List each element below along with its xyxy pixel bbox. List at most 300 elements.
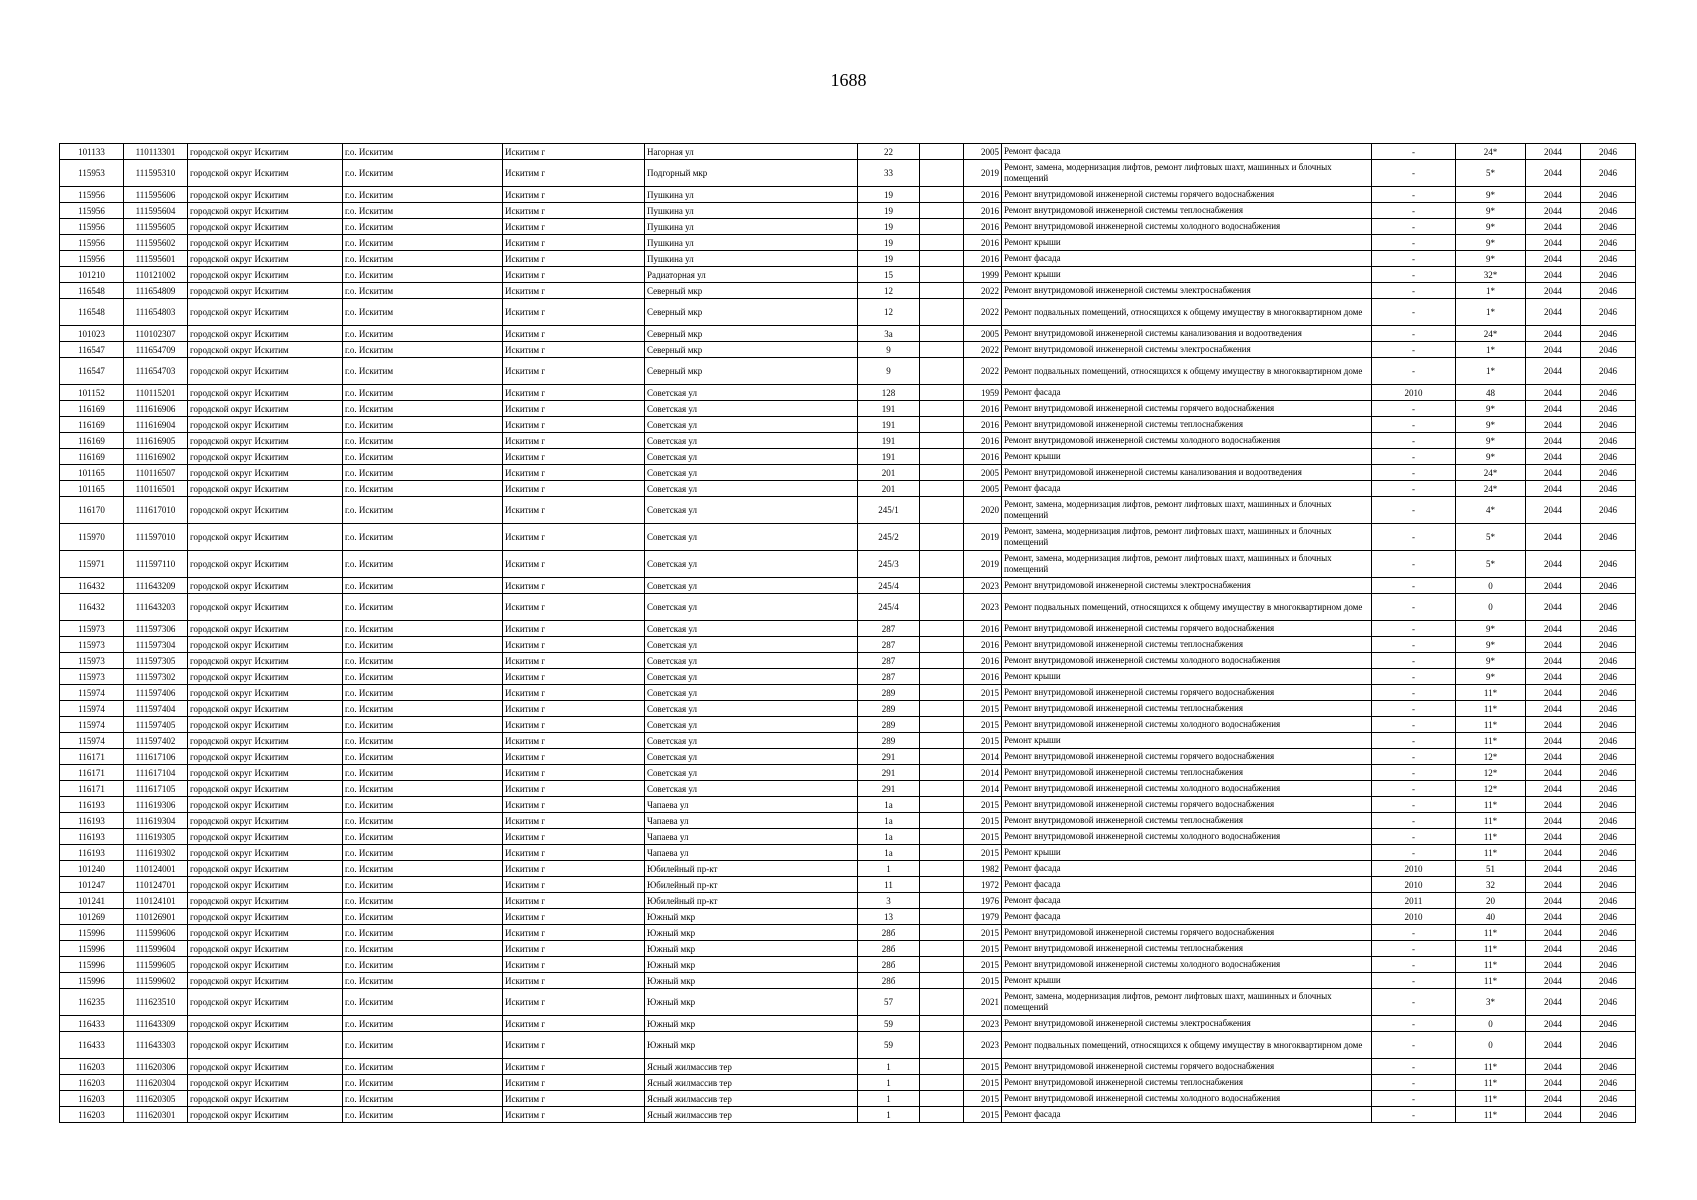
building-cell [920, 160, 964, 187]
plan-start-year-cell: 2044 [1526, 219, 1581, 235]
table-row [60, 551, 1636, 578]
house-id-cell: 116432 [60, 594, 124, 621]
plan-end-year-cell: 2046 [1581, 481, 1636, 497]
commission-year-cell: 2015 [964, 797, 1002, 813]
street-cell: Ясный жилмассив тер [645, 1107, 858, 1123]
work-type-cell: Ремонт внутридомовой инженерной системы горячего водоснабжения [1002, 1059, 1372, 1075]
municipality-cell: г.о. Искитим [343, 481, 503, 497]
wear-percent-cell: 1* [1456, 299, 1526, 326]
wear-percent-cell: 11* [1456, 1107, 1526, 1123]
street-cell: Советская ул [645, 701, 858, 717]
settlement-cell: Искитим г [503, 497, 645, 524]
commission-year-cell: 2015 [964, 1075, 1002, 1091]
settlement-cell: Искитим г [503, 433, 645, 449]
municipality-cell: г.о. Искитим [343, 845, 503, 861]
municipal-district-cell: городской округ Искитим [188, 957, 343, 973]
work-type-cell: Ремонт внутридомовой инженерной системы электроснабжения [1002, 283, 1372, 299]
commission-year-cell: 2016 [964, 235, 1002, 251]
municipality-cell: г.о. Искитим [343, 524, 503, 551]
house-id-cell: 116547 [60, 342, 124, 358]
table-row [60, 283, 1636, 299]
work-id-cell: 111620301 [124, 1107, 188, 1123]
municipal-district-cell: городской округ Искитим [188, 813, 343, 829]
last-repair-year-cell: - [1372, 481, 1456, 497]
municipality-cell: г.о. Искитим [343, 578, 503, 594]
municipality-cell: г.о. Искитим [343, 653, 503, 669]
work-id-cell: 111616906 [124, 401, 188, 417]
table-row [60, 251, 1636, 267]
work-id-cell: 111597405 [124, 717, 188, 733]
plan-end-year-cell: 2046 [1581, 1075, 1636, 1091]
municipality-cell: г.о. Искитим [343, 551, 503, 578]
last-repair-year-cell: - [1372, 1107, 1456, 1123]
plan-end-year-cell: 2046 [1581, 299, 1636, 326]
municipal-district-cell: городской округ Искитим [188, 733, 343, 749]
wear-percent-cell: 9* [1456, 669, 1526, 685]
house-number-cell: 1а [858, 829, 920, 845]
table-row [60, 701, 1636, 717]
wear-percent-cell: 11* [1456, 973, 1526, 989]
plan-end-year-cell: 2046 [1581, 653, 1636, 669]
settlement-cell: Искитим г [503, 551, 645, 578]
work-id-cell: 110102307 [124, 326, 188, 342]
commission-year-cell: 2015 [964, 1107, 1002, 1123]
work-type-cell: Ремонт внутридомовой инженерной системы теплоснабжения [1002, 637, 1372, 653]
work-id-cell: 111616905 [124, 433, 188, 449]
municipality-cell: г.о. Искитим [343, 701, 503, 717]
last-repair-year-cell: - [1372, 551, 1456, 578]
street-cell: Советская ул [645, 669, 858, 685]
plan-start-year-cell: 2044 [1526, 797, 1581, 813]
last-repair-year-cell: - [1372, 669, 1456, 685]
house-id-cell: 115956 [60, 203, 124, 219]
wear-percent-cell: 11* [1456, 733, 1526, 749]
commission-year-cell: 2023 [964, 1016, 1002, 1032]
work-type-cell: Ремонт внутридомовой инженерной системы холодного водоснабжения [1002, 957, 1372, 973]
plan-end-year-cell: 2046 [1581, 893, 1636, 909]
building-cell [920, 203, 964, 219]
work-id-cell: 111643303 [124, 1032, 188, 1059]
work-id-cell: 111619304 [124, 813, 188, 829]
table-row [60, 845, 1636, 861]
settlement-cell: Искитим г [503, 1107, 645, 1123]
house-number-cell: 245/3 [858, 551, 920, 578]
plan-start-year-cell: 2044 [1526, 594, 1581, 621]
work-id-cell: 111619305 [124, 829, 188, 845]
house-id-cell: 116203 [60, 1107, 124, 1123]
municipal-district-cell: городской округ Искитим [188, 299, 343, 326]
house-id-cell: 115956 [60, 187, 124, 203]
house-number-cell: 1 [858, 1059, 920, 1075]
house-id-cell: 116169 [60, 417, 124, 433]
plan-end-year-cell: 2046 [1581, 845, 1636, 861]
work-type-cell: Ремонт, замена, модернизация лифтов, ремонт лифтовых шахт, машинных и блочных помещений [1002, 497, 1372, 524]
commission-year-cell: 2023 [964, 578, 1002, 594]
municipal-district-cell: городской округ Искитим [188, 417, 343, 433]
plan-start-year-cell: 2044 [1526, 465, 1581, 481]
wear-percent-cell: 4* [1456, 497, 1526, 524]
table-row [60, 1091, 1636, 1107]
table-body [60, 144, 1636, 1123]
house-id-cell: 101240 [60, 861, 124, 877]
street-cell: Советская ул [645, 717, 858, 733]
work-type-cell: Ремонт внутридомовой инженерной системы холодного водоснабжения [1002, 829, 1372, 845]
settlement-cell: Искитим г [503, 877, 645, 893]
house-id-cell: 115973 [60, 621, 124, 637]
work-type-cell: Ремонт фасада [1002, 909, 1372, 925]
building-cell [920, 417, 964, 433]
plan-end-year-cell: 2046 [1581, 465, 1636, 481]
plan-end-year-cell: 2046 [1581, 941, 1636, 957]
settlement-cell: Искитим г [503, 845, 645, 861]
street-cell: Советская ул [645, 685, 858, 701]
work-id-cell: 111597302 [124, 669, 188, 685]
wear-percent-cell: 9* [1456, 219, 1526, 235]
commission-year-cell: 2015 [964, 973, 1002, 989]
building-cell [920, 989, 964, 1016]
street-cell: Чапаева ул [645, 829, 858, 845]
municipality-cell: г.о. Искитим [343, 417, 503, 433]
house-number-cell: 287 [858, 653, 920, 669]
street-cell: Южный мкр [645, 1032, 858, 1059]
work-id-cell: 110115201 [124, 385, 188, 401]
work-type-cell: Ремонт внутридомовой инженерной системы горячего водоснабжения [1002, 685, 1372, 701]
settlement-cell: Искитим г [503, 909, 645, 925]
wear-percent-cell: 1* [1456, 283, 1526, 299]
work-id-cell: 110124701 [124, 877, 188, 893]
table-row [60, 497, 1636, 524]
plan-end-year-cell: 2046 [1581, 765, 1636, 781]
plan-start-year-cell: 2044 [1526, 909, 1581, 925]
last-repair-year-cell: - [1372, 251, 1456, 267]
last-repair-year-cell: - [1372, 765, 1456, 781]
plan-end-year-cell: 2046 [1581, 578, 1636, 594]
street-cell: Советская ул [645, 765, 858, 781]
house-number-cell: 33 [858, 160, 920, 187]
municipal-district-cell: городской округ Искитим [188, 781, 343, 797]
table-row [60, 385, 1636, 401]
plan-start-year-cell: 2044 [1526, 481, 1581, 497]
street-cell: Южный мкр [645, 957, 858, 973]
table-row [60, 877, 1636, 893]
wear-percent-cell: 9* [1456, 203, 1526, 219]
wear-percent-cell: 12* [1456, 749, 1526, 765]
house-number-cell: 287 [858, 669, 920, 685]
house-id-cell: 115973 [60, 653, 124, 669]
plan-start-year-cell: 2044 [1526, 957, 1581, 973]
settlement-cell: Искитим г [503, 187, 645, 203]
table-row [60, 797, 1636, 813]
plan-end-year-cell: 2046 [1581, 781, 1636, 797]
page-number: 1688 [830, 70, 867, 90]
commission-year-cell: 2014 [964, 781, 1002, 797]
settlement-cell: Искитим г [503, 465, 645, 481]
house-number-cell: 19 [858, 235, 920, 251]
settlement-cell: Искитим г [503, 594, 645, 621]
plan-start-year-cell: 2044 [1526, 925, 1581, 941]
wear-percent-cell: 24* [1456, 144, 1526, 160]
house-id-cell: 116433 [60, 1016, 124, 1032]
work-id-cell: 110116507 [124, 465, 188, 481]
street-cell: Советская ул [645, 465, 858, 481]
building-cell [920, 449, 964, 465]
work-type-cell: Ремонт внутридомовой инженерной системы горячего водоснабжения [1002, 187, 1372, 203]
wear-percent-cell: 11* [1456, 829, 1526, 845]
municipality-cell: г.о. Искитим [343, 219, 503, 235]
plan-start-year-cell: 2044 [1526, 251, 1581, 267]
table-row [60, 637, 1636, 653]
last-repair-year-cell: - [1372, 845, 1456, 861]
work-type-cell: Ремонт фасада [1002, 877, 1372, 893]
work-type-cell: Ремонт крыши [1002, 669, 1372, 685]
plan-start-year-cell: 2044 [1526, 187, 1581, 203]
house-id-cell: 115974 [60, 685, 124, 701]
plan-start-year-cell: 2044 [1526, 433, 1581, 449]
building-cell [920, 1032, 964, 1059]
settlement-cell: Искитим г [503, 957, 645, 973]
settlement-cell: Искитим г [503, 342, 645, 358]
house-number-cell: 1а [858, 845, 920, 861]
municipal-district-cell: городской округ Искитим [188, 1016, 343, 1032]
street-cell: Северный мкр [645, 283, 858, 299]
plan-end-year-cell: 2046 [1581, 1016, 1636, 1032]
last-repair-year-cell: 2010 [1372, 385, 1456, 401]
table-row [60, 235, 1636, 251]
last-repair-year-cell: - [1372, 941, 1456, 957]
work-id-cell: 111619302 [124, 845, 188, 861]
house-id-cell: 116203 [60, 1091, 124, 1107]
building-cell [920, 701, 964, 717]
street-cell: Южный мкр [645, 925, 858, 941]
building-cell [920, 594, 964, 621]
building-cell [920, 144, 964, 160]
municipal-district-cell: городской округ Искитим [188, 594, 343, 621]
last-repair-year-cell: - [1372, 267, 1456, 283]
municipality-cell: г.о. Искитим [343, 637, 503, 653]
work-type-cell: Ремонт внутридомовой инженерной системы холодного водоснабжения [1002, 1091, 1372, 1107]
municipality-cell: г.о. Искитим [343, 941, 503, 957]
house-number-cell: 59 [858, 1032, 920, 1059]
table-row [60, 653, 1636, 669]
wear-percent-cell: 11* [1456, 813, 1526, 829]
building-cell [920, 813, 964, 829]
table-row [60, 717, 1636, 733]
house-id-cell: 115974 [60, 733, 124, 749]
wear-percent-cell: 12* [1456, 781, 1526, 797]
plan-end-year-cell: 2046 [1581, 989, 1636, 1016]
table-row [60, 326, 1636, 342]
house-number-cell: 19 [858, 219, 920, 235]
work-id-cell: 110124101 [124, 893, 188, 909]
building-cell [920, 1075, 964, 1091]
plan-end-year-cell: 2046 [1581, 909, 1636, 925]
municipality-cell: г.о. Искитим [343, 342, 503, 358]
commission-year-cell: 2015 [964, 1091, 1002, 1107]
work-id-cell: 111597402 [124, 733, 188, 749]
plan-end-year-cell: 2046 [1581, 433, 1636, 449]
building-cell [920, 893, 964, 909]
house-number-cell: 12 [858, 299, 920, 326]
last-repair-year-cell: 2010 [1372, 877, 1456, 893]
work-id-cell: 111595602 [124, 235, 188, 251]
plan-end-year-cell: 2046 [1581, 957, 1636, 973]
municipal-district-cell: городской округ Искитим [188, 251, 343, 267]
street-cell: Советская ул [645, 401, 858, 417]
work-type-cell: Ремонт подвальных помещений, относящихся к общему имуществу в многоквартирном доме [1002, 1032, 1372, 1059]
work-type-cell: Ремонт внутридомовой инженерной системы электроснабжения [1002, 1016, 1372, 1032]
building-cell [920, 401, 964, 417]
municipal-district-cell: городской округ Искитим [188, 497, 343, 524]
wear-percent-cell: 9* [1456, 235, 1526, 251]
street-cell: Северный мкр [645, 358, 858, 385]
street-cell: Нагорная ул [645, 144, 858, 160]
street-cell: Подгорный мкр [645, 160, 858, 187]
house-id-cell: 116433 [60, 1032, 124, 1059]
plan-end-year-cell: 2046 [1581, 1032, 1636, 1059]
municipal-district-cell: городской округ Искитим [188, 326, 343, 342]
house-number-cell: 289 [858, 685, 920, 701]
street-cell: Северный мкр [645, 342, 858, 358]
last-repair-year-cell: - [1372, 342, 1456, 358]
house-number-cell: 1а [858, 813, 920, 829]
street-cell: Южный мкр [645, 909, 858, 925]
house-id-cell: 115953 [60, 160, 124, 187]
commission-year-cell: 2015 [964, 701, 1002, 717]
last-repair-year-cell: - [1372, 957, 1456, 973]
street-cell: Советская ул [645, 551, 858, 578]
house-number-cell: 22 [858, 144, 920, 160]
building-cell [920, 845, 964, 861]
wear-percent-cell: 0 [1456, 1032, 1526, 1059]
plan-end-year-cell: 2046 [1581, 973, 1636, 989]
municipality-cell: г.о. Искитим [343, 385, 503, 401]
wear-percent-cell: 48 [1456, 385, 1526, 401]
settlement-cell: Искитим г [503, 1091, 645, 1107]
work-id-cell: 110124001 [124, 861, 188, 877]
work-type-cell: Ремонт крыши [1002, 845, 1372, 861]
house-number-cell: 289 [858, 701, 920, 717]
work-type-cell: Ремонт внутридомовой инженерной системы холодного водоснабжения [1002, 219, 1372, 235]
house-id-cell: 115956 [60, 219, 124, 235]
municipality-cell: г.о. Искитим [343, 909, 503, 925]
settlement-cell: Искитим г [503, 941, 645, 957]
table-row [60, 909, 1636, 925]
work-id-cell: 111597304 [124, 637, 188, 653]
building-cell [920, 551, 964, 578]
municipal-district-cell: городской округ Искитим [188, 941, 343, 957]
plan-end-year-cell: 2046 [1581, 524, 1636, 551]
settlement-cell: Искитим г [503, 283, 645, 299]
plan-start-year-cell: 2044 [1526, 1091, 1581, 1107]
municipal-district-cell: городской округ Искитим [188, 877, 343, 893]
house-number-cell: 11 [858, 877, 920, 893]
municipal-district-cell: городской округ Искитим [188, 797, 343, 813]
house-id-cell: 101023 [60, 326, 124, 342]
work-type-cell: Ремонт внутридомовой инженерной системы канализования и водоотведения [1002, 326, 1372, 342]
house-number-cell: 289 [858, 717, 920, 733]
building-cell [920, 497, 964, 524]
settlement-cell: Искитим г [503, 765, 645, 781]
table-row [60, 481, 1636, 497]
settlement-cell: Искитим г [503, 701, 645, 717]
house-number-cell: 19 [858, 203, 920, 219]
building-cell [920, 235, 964, 251]
wear-percent-cell: 12* [1456, 765, 1526, 781]
wear-percent-cell: 1* [1456, 342, 1526, 358]
table-row [60, 733, 1636, 749]
work-id-cell: 111654809 [124, 283, 188, 299]
plan-end-year-cell: 2046 [1581, 797, 1636, 813]
municipal-district-cell: городской округ Искитим [188, 385, 343, 401]
building-cell [920, 717, 964, 733]
street-cell: Южный мкр [645, 973, 858, 989]
house-id-cell: 115971 [60, 551, 124, 578]
municipality-cell: г.о. Искитим [343, 1032, 503, 1059]
house-id-cell: 101152 [60, 385, 124, 401]
building-cell [920, 653, 964, 669]
work-type-cell: Ремонт внутридомовой инженерной системы холодного водоснабжения [1002, 781, 1372, 797]
municipal-district-cell: городской округ Искитим [188, 717, 343, 733]
municipality-cell: г.о. Искитим [343, 433, 503, 449]
work-type-cell: Ремонт внутридомовой инженерной системы теплоснабжения [1002, 765, 1372, 781]
work-id-cell: 111619306 [124, 797, 188, 813]
street-cell: Советская ул [645, 524, 858, 551]
work-id-cell: 111643203 [124, 594, 188, 621]
building-cell [920, 251, 964, 267]
house-number-cell: 19 [858, 251, 920, 267]
house-number-cell: 9 [858, 342, 920, 358]
table-row [60, 578, 1636, 594]
house-id-cell: 116547 [60, 358, 124, 385]
house-number-cell: 201 [858, 481, 920, 497]
plan-end-year-cell: 2046 [1581, 342, 1636, 358]
plan-start-year-cell: 2044 [1526, 578, 1581, 594]
work-type-cell: Ремонт внутридомовой инженерной системы холодного водоснабжения [1002, 653, 1372, 669]
work-type-cell: Ремонт подвальных помещений, относящихся к общему имуществу в многоквартирном доме [1002, 299, 1372, 326]
work-id-cell: 111617010 [124, 497, 188, 524]
plan-start-year-cell: 2044 [1526, 1107, 1581, 1123]
plan-start-year-cell: 2044 [1526, 417, 1581, 433]
house-number-cell: 245/4 [858, 594, 920, 621]
municipal-district-cell: городской округ Искитим [188, 203, 343, 219]
wear-percent-cell: 0 [1456, 594, 1526, 621]
plan-end-year-cell: 2046 [1581, 203, 1636, 219]
plan-start-year-cell: 2044 [1526, 299, 1581, 326]
commission-year-cell: 1982 [964, 861, 1002, 877]
last-repair-year-cell: - [1372, 1016, 1456, 1032]
house-id-cell: 116548 [60, 299, 124, 326]
house-number-cell: 59 [858, 1016, 920, 1032]
last-repair-year-cell: - [1372, 497, 1456, 524]
street-cell: Советская ул [645, 481, 858, 497]
plan-start-year-cell: 2044 [1526, 749, 1581, 765]
settlement-cell: Искитим г [503, 235, 645, 251]
plan-start-year-cell: 2044 [1526, 973, 1581, 989]
municipality-cell: г.о. Искитим [343, 925, 503, 941]
house-id-cell: 101210 [60, 267, 124, 283]
work-type-cell: Ремонт фасада [1002, 861, 1372, 877]
table-row [60, 342, 1636, 358]
street-cell: Пушкина ул [645, 203, 858, 219]
settlement-cell: Искитим г [503, 449, 645, 465]
work-type-cell: Ремонт внутридомовой инженерной системы холодного водоснабжения [1002, 717, 1372, 733]
last-repair-year-cell: - [1372, 701, 1456, 717]
plan-start-year-cell: 2044 [1526, 781, 1581, 797]
house-id-cell: 116169 [60, 433, 124, 449]
settlement-cell: Искитим г [503, 621, 645, 637]
commission-year-cell: 2016 [964, 669, 1002, 685]
street-cell: Южный мкр [645, 1016, 858, 1032]
